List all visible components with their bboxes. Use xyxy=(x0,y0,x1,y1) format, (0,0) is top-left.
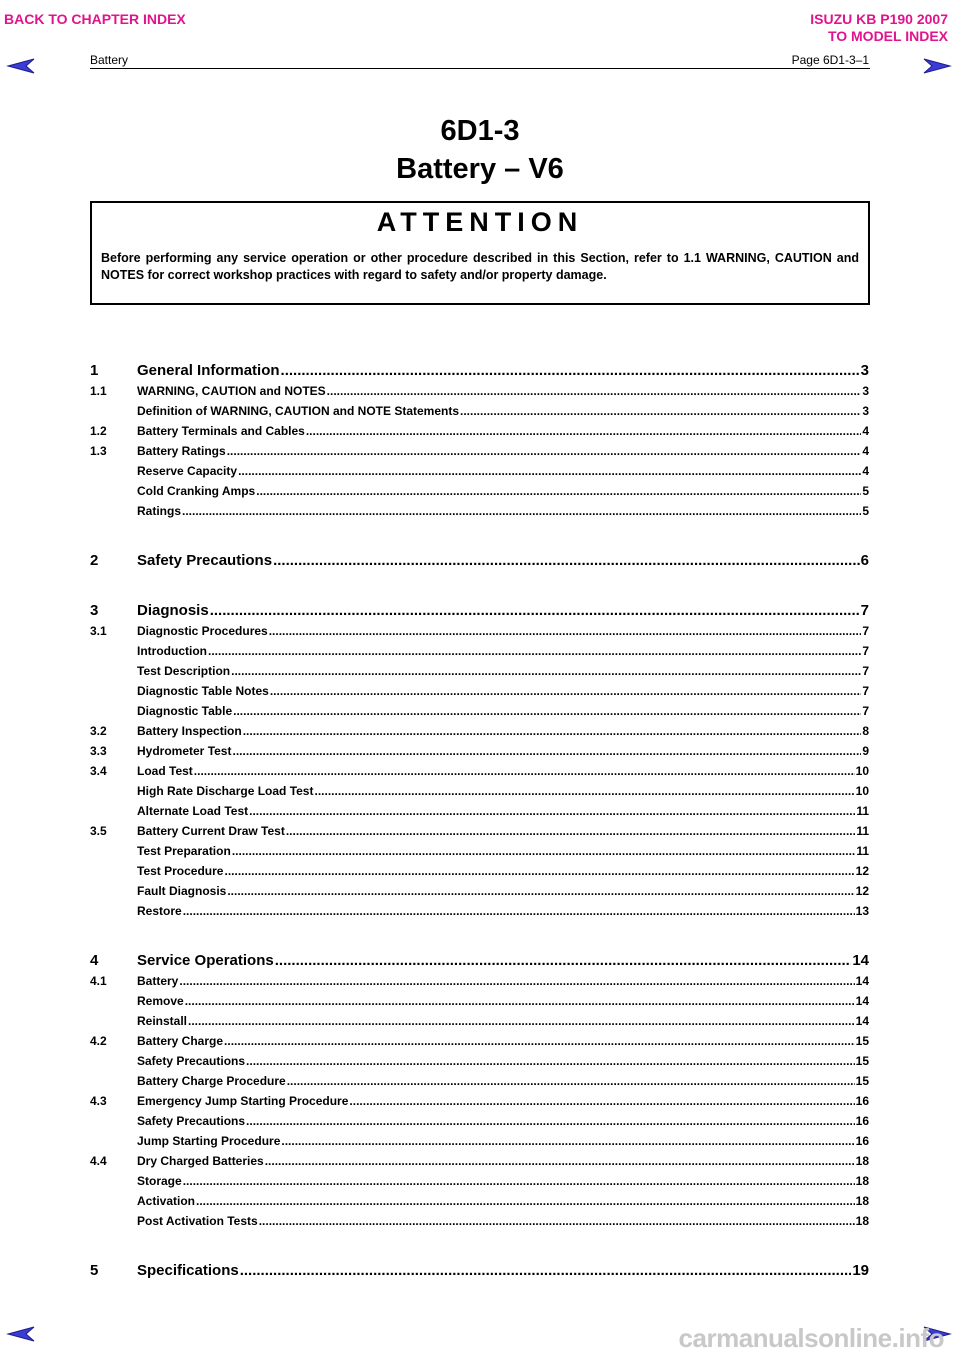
toc-entry-number: 3.3 xyxy=(90,744,107,758)
toc-entry-title: Post Activation Tests xyxy=(137,1214,258,1228)
toc-entry-page: 14 xyxy=(855,974,869,988)
toc-entry-title: Storage xyxy=(137,1174,182,1188)
toc-entry-title: Battery Charge Procedure xyxy=(137,1074,286,1088)
toc-entry[interactable] xyxy=(90,1031,869,1051)
toc-entry-title: Battery xyxy=(137,974,179,988)
toc-entry-title: Safety Precautions xyxy=(137,552,273,569)
toc-entry-title: Restore xyxy=(137,904,182,918)
toc-entry[interactable] xyxy=(90,381,869,401)
toc-entry-number: 3 xyxy=(90,602,99,619)
toc-entry[interactable] xyxy=(90,421,869,441)
toc-leader-dots xyxy=(233,701,861,721)
toc-entry-number: 3.4 xyxy=(90,764,107,778)
toc-entry[interactable] xyxy=(90,641,869,661)
toc-leader-dots xyxy=(270,681,862,701)
toc-leader-dots xyxy=(210,601,860,621)
toc-spacer xyxy=(90,1231,869,1261)
toc-entry-title: Test Preparation xyxy=(137,844,231,858)
toc-leader-dots xyxy=(314,781,854,801)
attention-box xyxy=(90,201,870,305)
toc-entry-number: 4.3 xyxy=(90,1094,107,1108)
toc-leader-dots xyxy=(306,421,861,441)
toc-leader-dots xyxy=(188,1011,855,1031)
toc-leader-dots xyxy=(246,1051,855,1071)
toc-entry[interactable] xyxy=(90,461,869,481)
toc-leader-dots xyxy=(287,1071,855,1091)
toc-leader-dots xyxy=(275,951,852,971)
toc-entry-page: 11 xyxy=(856,844,869,858)
toc-leader-dots xyxy=(182,501,861,521)
toc-leader-dots xyxy=(208,641,861,661)
toc-entry[interactable] xyxy=(90,621,869,641)
toc-leader-dots xyxy=(194,761,855,781)
toc-entry-number: 1 xyxy=(90,362,99,379)
toc-entry-page: 3 xyxy=(860,362,869,379)
toc-entry[interactable] xyxy=(90,841,869,861)
toc-entry-page: 5 xyxy=(862,484,869,498)
toc-entry[interactable] xyxy=(90,1211,869,1231)
toc-entry-page: 18 xyxy=(855,1174,869,1188)
toc-chapter-entry[interactable] xyxy=(90,601,869,621)
toc-entry-page: 18 xyxy=(855,1194,869,1208)
toc-entry-page: 10 xyxy=(855,784,869,798)
toc-entry-page: 12 xyxy=(855,864,869,878)
toc-entry-number: 4.2 xyxy=(90,1034,107,1048)
toc-entry[interactable] xyxy=(90,721,869,741)
toc-spacer xyxy=(90,521,869,551)
toc-entry-page: 8 xyxy=(862,724,869,738)
toc-leader-dots xyxy=(183,901,855,921)
header-section-name: Battery xyxy=(90,53,129,67)
toc-entry-title: Battery Inspection xyxy=(137,724,242,738)
toc-entry-title: Safety Precautions xyxy=(137,1114,246,1128)
toc-entry-title: Reserve Capacity xyxy=(137,464,238,478)
toc-leader-dots xyxy=(349,1091,854,1111)
toc-entry[interactable] xyxy=(90,821,869,841)
toc-leader-dots xyxy=(327,381,862,401)
toc-entry-page: 12 xyxy=(855,884,869,898)
toc-leader-dots xyxy=(227,441,862,461)
toc-entry[interactable] xyxy=(90,681,869,701)
toc-entry-title: Service Operations xyxy=(137,952,274,969)
toc-entry-page: 15 xyxy=(855,1034,869,1048)
table-of-contents xyxy=(90,361,869,1281)
title-section-name: Battery – V6 xyxy=(396,153,564,185)
toc-entry-page: 19 xyxy=(852,1262,869,1279)
toc-entry-title: Reinstall xyxy=(137,1014,188,1028)
left-arrow-icon[interactable] xyxy=(6,58,36,74)
toc-entry[interactable] xyxy=(90,1091,869,1111)
toc-entry-number: 3.1 xyxy=(90,624,107,638)
toc-entry-title: Ratings xyxy=(137,504,182,518)
toc-entry-title: Battery Current Draw Test xyxy=(137,824,285,838)
toc-entry[interactable] xyxy=(90,441,869,461)
toc-entry[interactable] xyxy=(90,1051,869,1071)
toc-entry-title: Definition of WARNING, CAUTION and NOTE Statements xyxy=(137,404,460,418)
toc-entry-title: Dry Charged Batteries xyxy=(137,1154,264,1168)
toc-leader-dots xyxy=(240,1261,852,1281)
toc-entry[interactable] xyxy=(90,761,869,781)
toc-chapter-entry[interactable] xyxy=(90,361,869,381)
toc-entry-page: 4 xyxy=(862,444,869,458)
toc-entry[interactable] xyxy=(90,401,869,421)
toc-entry-title: Activation xyxy=(137,1194,196,1208)
attention-text: Before performing any service operation or other procedure described in this Section, refer to 1.1 WARNING, CAUTION and NOTES for correct workshop practices with regard to safety and/or property damage. xyxy=(101,251,859,282)
toc-entry-title: High Rate Discharge Load Test xyxy=(137,784,314,798)
toc-entry[interactable] xyxy=(90,661,869,681)
toc-entry[interactable] xyxy=(90,991,869,1011)
toc-leader-dots xyxy=(179,971,854,991)
toc-entry-title: Load Test xyxy=(137,764,193,778)
toc-leader-dots xyxy=(265,1151,855,1171)
toc-entry-title: General Information xyxy=(137,362,280,379)
toc-leader-dots xyxy=(196,1191,855,1211)
model-index-label[interactable]: TO MODEL INDEX xyxy=(827,28,948,44)
toc-entry-page: 9 xyxy=(862,744,869,758)
attention-heading: ATTENTION xyxy=(376,207,584,237)
toc-entry[interactable] xyxy=(90,1131,869,1151)
toc-entry-number: 4.4 xyxy=(90,1154,107,1168)
toc-entry[interactable] xyxy=(90,1071,869,1091)
toc-entry-page: 11 xyxy=(856,824,869,838)
toc-leader-dots xyxy=(286,821,855,841)
toc-entry[interactable] xyxy=(90,1111,869,1131)
toc-entry-title: Test Procedure xyxy=(137,864,224,878)
toc-entry-number: 1.1 xyxy=(90,384,107,398)
toc-entry-title: Specifications xyxy=(137,1262,239,1279)
toc-leader-dots xyxy=(232,741,861,761)
toc-leader-dots xyxy=(273,551,860,571)
toc-entry-page: 6 xyxy=(860,552,869,569)
toc-entry-title: Cold Cranking Amps xyxy=(137,484,256,498)
toc-entry-title: Diagnostic Table Notes xyxy=(137,684,269,698)
toc-entry-title: Safety Precautions xyxy=(137,1054,246,1068)
toc-entry-number: 2 xyxy=(90,552,99,569)
toc-leader-dots xyxy=(243,721,862,741)
toc-entry-page: 7 xyxy=(862,644,869,658)
right-arrow-icon[interactable] xyxy=(922,58,952,74)
watermark-text: carmanualsonline.info xyxy=(678,1323,944,1353)
toc-entry[interactable] xyxy=(90,861,869,881)
model-name-label[interactable]: ISUZU KB P190 2007 xyxy=(810,11,948,27)
toc-entry[interactable] xyxy=(90,801,869,821)
toc-entry-title: Jump Starting Procedure xyxy=(137,1134,281,1148)
toc-entry[interactable] xyxy=(90,481,869,501)
toc-leader-dots xyxy=(183,1171,855,1191)
toc-leader-dots xyxy=(259,1211,855,1231)
toc-entry-page: 3 xyxy=(862,404,869,418)
toc-leader-dots xyxy=(256,481,861,501)
toc-entry-title: Diagnosis xyxy=(137,602,209,619)
toc-leader-dots xyxy=(224,861,854,881)
bottom-left-arrow-icon[interactable] xyxy=(6,1326,36,1342)
toc-entry-page: 7 xyxy=(862,684,869,698)
toc-entry-number: 1.3 xyxy=(90,444,107,458)
toc-chapter-entry[interactable] xyxy=(90,1261,869,1281)
toc-entry[interactable] xyxy=(90,971,869,991)
toc-entry-title: Battery Terminals and Cables xyxy=(137,424,305,438)
toc-entry-number: 3.2 xyxy=(90,724,107,738)
toc-entry[interactable] xyxy=(90,1011,869,1031)
toc-leader-dots xyxy=(246,1111,855,1131)
header-divider xyxy=(90,68,870,69)
toc-leader-dots xyxy=(281,361,860,381)
toc-entry-title: Test Description xyxy=(137,664,231,678)
toc-entry-title: Fault Diagnosis xyxy=(137,884,227,898)
toc-spacer xyxy=(90,921,869,951)
toc-leader-dots xyxy=(249,801,855,821)
back-to-chapter-index-link[interactable]: BACK TO CHAPTER INDEX xyxy=(4,11,186,27)
toc-entry[interactable] xyxy=(90,1171,869,1191)
toc-entry-page: 4 xyxy=(862,424,869,438)
toc-entry-title: Alternate Load Test xyxy=(137,804,249,818)
toc-entry-page: 14 xyxy=(852,952,869,969)
toc-entry-page: 3 xyxy=(862,384,869,398)
toc-entry-page: 16 xyxy=(855,1114,869,1128)
toc-leader-dots xyxy=(224,1031,855,1051)
toc-entry-title: Introduction xyxy=(137,644,207,658)
toc-entry[interactable] xyxy=(90,1191,869,1211)
title-section-code: 6D1-3 xyxy=(440,115,520,147)
toc-entry-number: 1.2 xyxy=(90,424,107,438)
toc-entry-title: Battery Ratings xyxy=(137,444,226,458)
toc-leader-dots xyxy=(185,991,855,1011)
to-model-index-link[interactable] xyxy=(810,11,948,45)
toc-leader-dots xyxy=(269,621,862,641)
toc-entry-page: 16 xyxy=(855,1094,869,1108)
toc-entry-title: Battery Charge xyxy=(137,1034,224,1048)
toc-entry-page: 5 xyxy=(862,504,869,518)
toc-leader-dots xyxy=(281,1131,854,1151)
toc-entry-page: 18 xyxy=(855,1214,869,1228)
toc-entry-title: Hydrometer Test xyxy=(137,744,232,758)
toc-entry-page: 14 xyxy=(855,1014,869,1028)
toc-chapter-entry[interactable] xyxy=(90,551,869,571)
toc-leader-dots xyxy=(231,661,861,681)
toc-entry-page: 13 xyxy=(855,904,869,918)
toc-entry-page: 7 xyxy=(862,664,869,678)
toc-entry-page: 4 xyxy=(862,464,869,478)
toc-entry-page: 14 xyxy=(855,994,869,1008)
toc-entry[interactable] xyxy=(90,901,869,921)
toc-leader-dots xyxy=(232,841,856,861)
toc-entry[interactable] xyxy=(90,1151,869,1171)
toc-leader-dots xyxy=(460,401,861,421)
toc-entry-title: WARNING, CAUTION and NOTES xyxy=(137,384,326,398)
toc-entry-page: 10 xyxy=(855,764,869,778)
toc-entry-page: 7 xyxy=(860,602,869,619)
header-page-number: Page 6D1-3–1 xyxy=(791,53,869,67)
toc-entry-page: 15 xyxy=(855,1074,869,1088)
toc-spacer xyxy=(90,571,869,601)
toc-entry-page: 16 xyxy=(855,1134,869,1148)
toc-entry[interactable] xyxy=(90,881,869,901)
toc-entry-number: 4 xyxy=(90,952,99,969)
toc-entry-number: 5 xyxy=(90,1262,99,1279)
toc-entry-page: 18 xyxy=(855,1154,869,1168)
toc-entry-title: Diagnostic Table xyxy=(137,704,233,718)
toc-entry[interactable] xyxy=(90,701,869,721)
toc-leader-dots xyxy=(238,461,861,481)
toc-entry-page: 7 xyxy=(862,624,869,638)
page-title xyxy=(0,113,960,187)
toc-entry-number: 4.1 xyxy=(90,974,107,988)
toc-entry-page: 11 xyxy=(856,804,869,818)
toc-entry[interactable] xyxy=(90,741,869,761)
toc-entry-page: 7 xyxy=(862,704,869,718)
toc-entry-title: Remove xyxy=(137,994,184,1008)
toc-leader-dots xyxy=(227,881,854,901)
toc-entry-page: 15 xyxy=(855,1054,869,1068)
toc-entry-number: 3.5 xyxy=(90,824,107,838)
toc-entry[interactable] xyxy=(90,781,869,801)
toc-entry[interactable] xyxy=(90,501,869,521)
toc-entry-title: Diagnostic Procedures xyxy=(137,624,268,638)
toc-chapter-entry[interactable] xyxy=(90,951,869,971)
toc-entry-title: Emergency Jump Starting Procedure xyxy=(137,1094,349,1108)
